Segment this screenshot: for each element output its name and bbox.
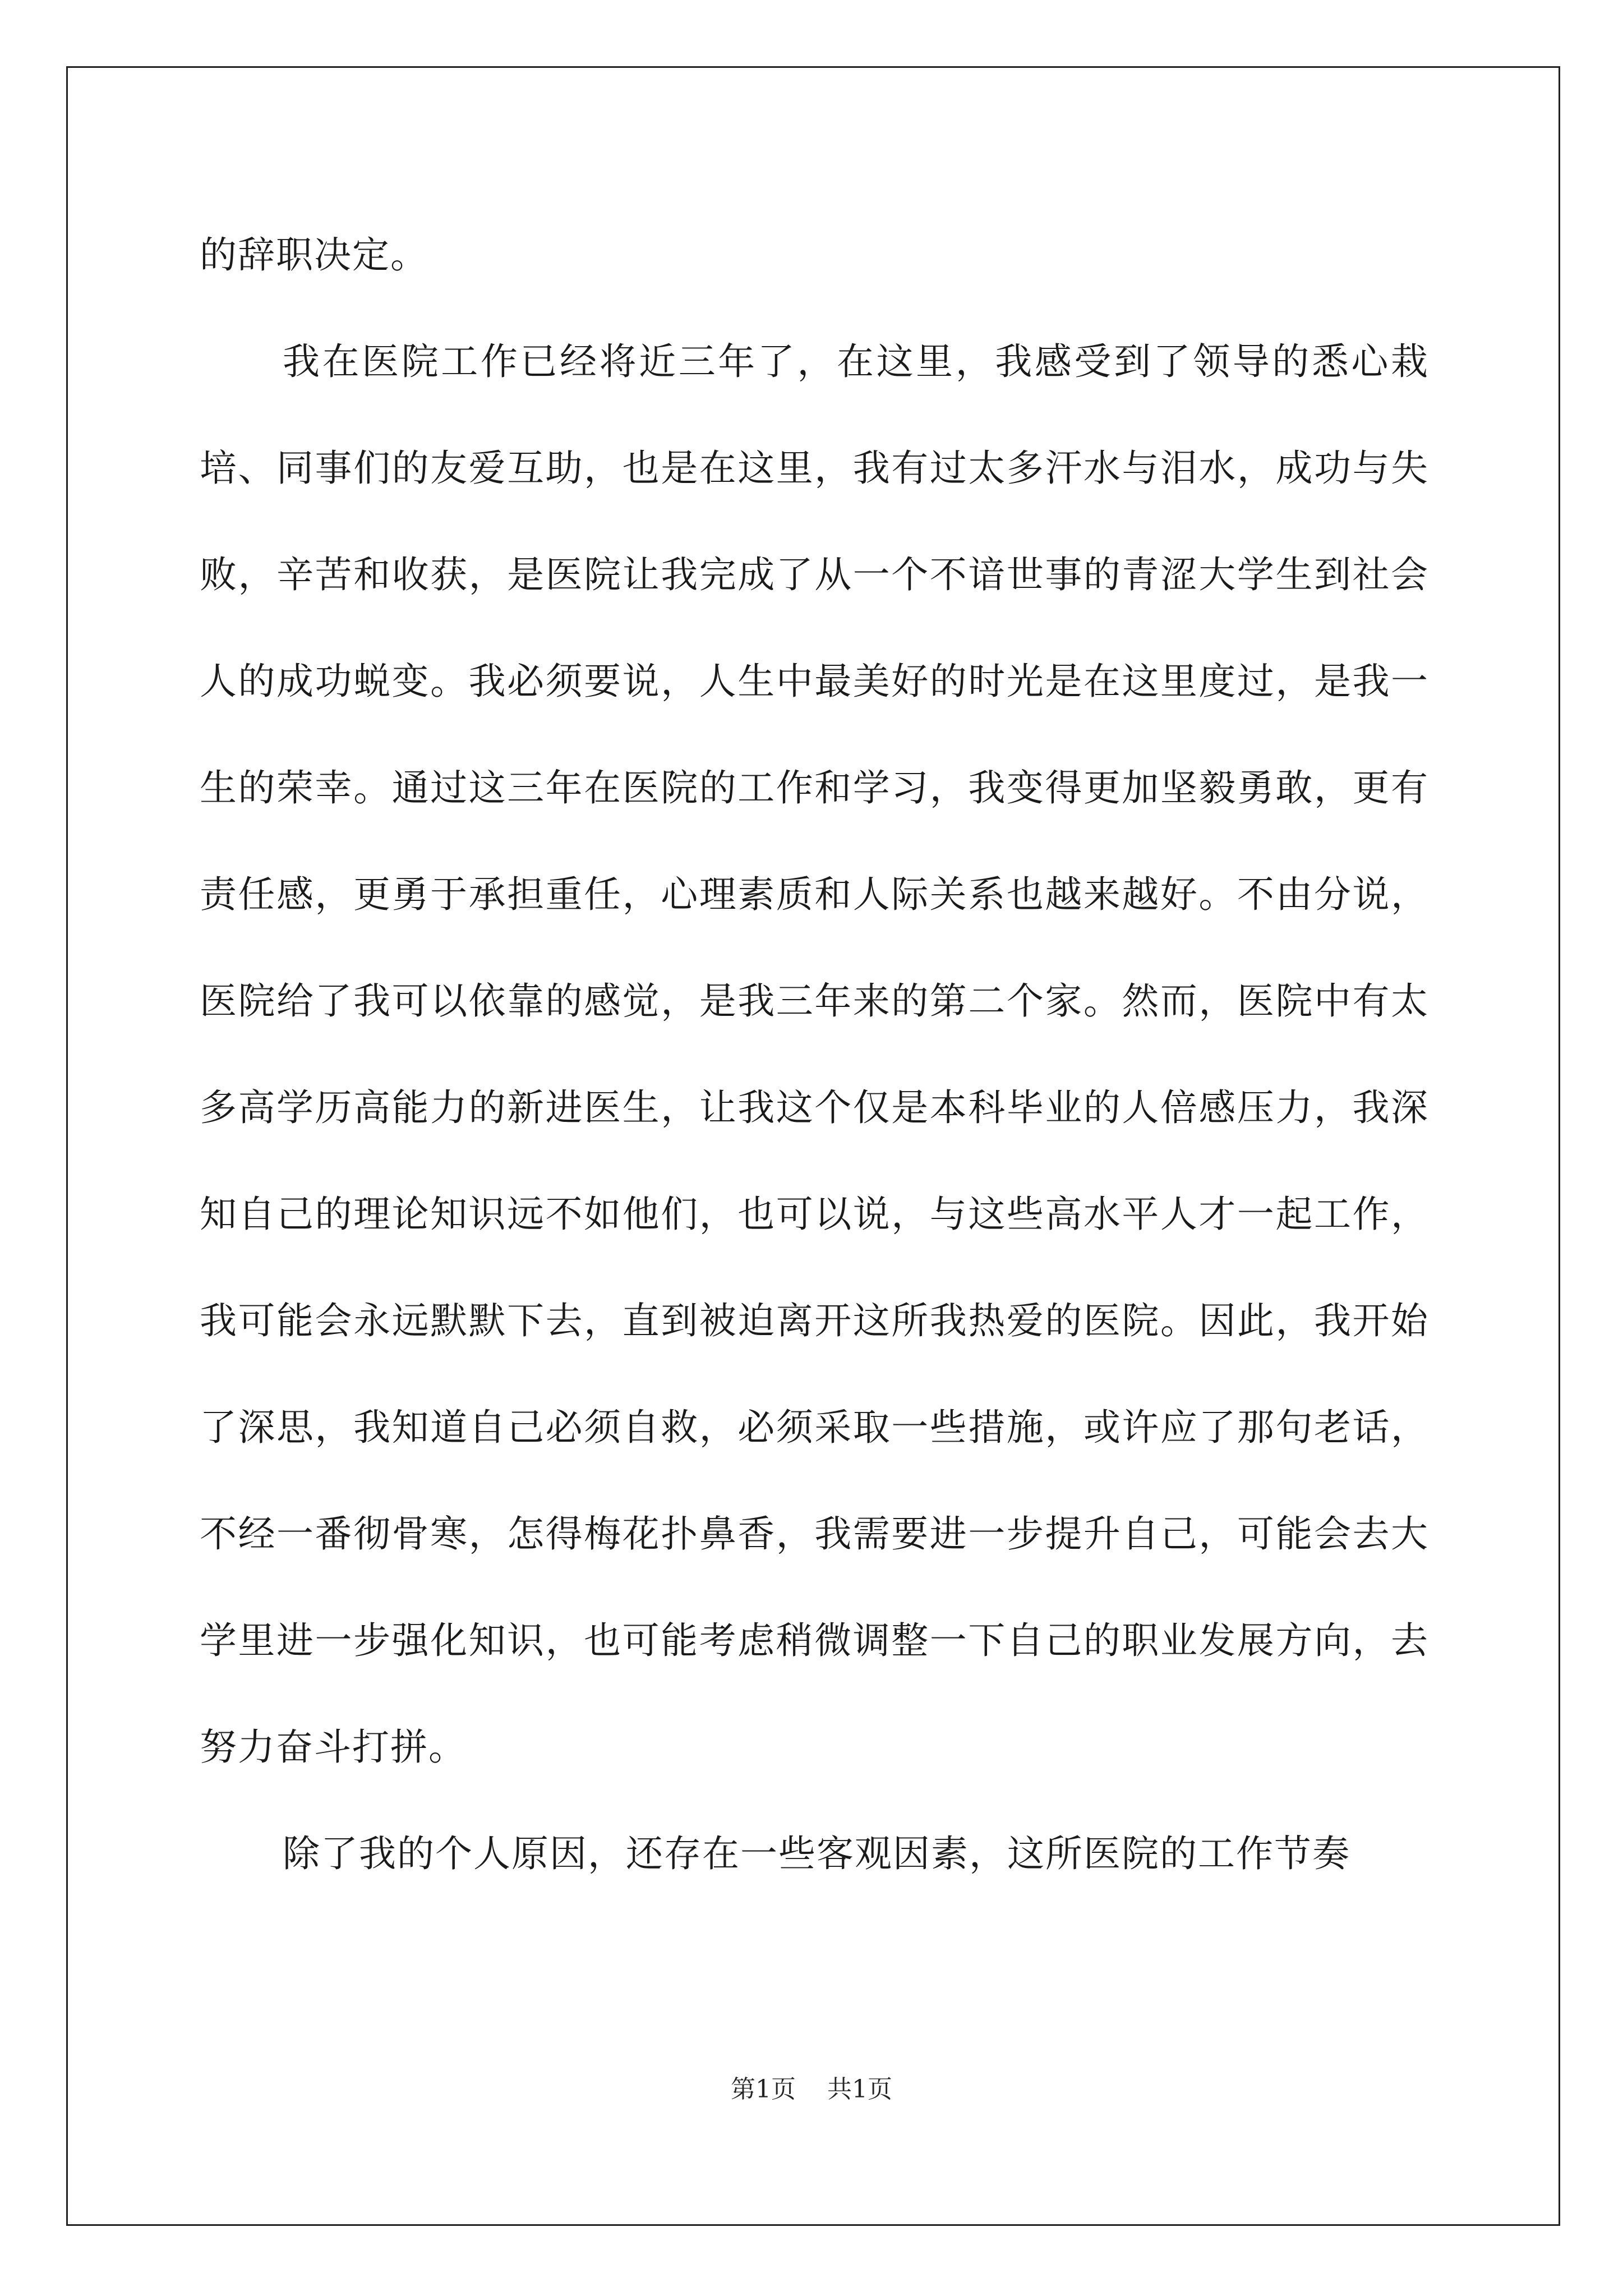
paragraph-final: 除了我的个人原因，还存在一些客观因素，这所医院的工作节奏 bbox=[283, 1832, 1350, 1875]
paragraph-main: 我在医院工作已经将近三年了，在这里，我感受到了领导的悉心栽培、同事们的友爱互助，也是在这里，我有过太多汗水与泪水，成功与失败，辛苦和收获，是医院让我完成了从一个不谙世事的青涩大学生到社会人的成功蜕变。我必须要说，人生中最美好的时光是在这里度过，是我一生的荣幸。通过这三年在医院的工作和学习，我变得更加坚毅勇敢，更有责任感，更勇于承担重任，心理素质和人际关系也越来越好。不由分说，医院给了我可以依靠的感觉，是我三年来的第二个家。然而，医院中有太多高学历高能力的新进医生，让我这个仅是本科毕业的人倍感压力，我深知自己的理论知识远不如他们，也可以说，与这些高水平人才一起工作，我可能会永远默默下去，直到被迫离开这所我热爱的医院。因此，我开始了深思，我知道自己必须自救，必须采取一些措施，或许应了那句老话，不经一番彻骨寒，怎得梅花扑鼻香，我需要进一步提升自己，可能会去大学里进一步强化知识，也可能考虑稍微调整一下自己的职业发展方向，去努力奋斗打拼。 bbox=[200, 340, 1429, 1769]
page-number: 第1页 bbox=[731, 2075, 796, 2104]
document-body bbox=[200, 202, 1429, 1907]
paragraph-continuation: 的辞职决定。 bbox=[200, 233, 428, 277]
page-total: 共1页 bbox=[827, 2075, 892, 2104]
page-footer bbox=[0, 2073, 1623, 2106]
